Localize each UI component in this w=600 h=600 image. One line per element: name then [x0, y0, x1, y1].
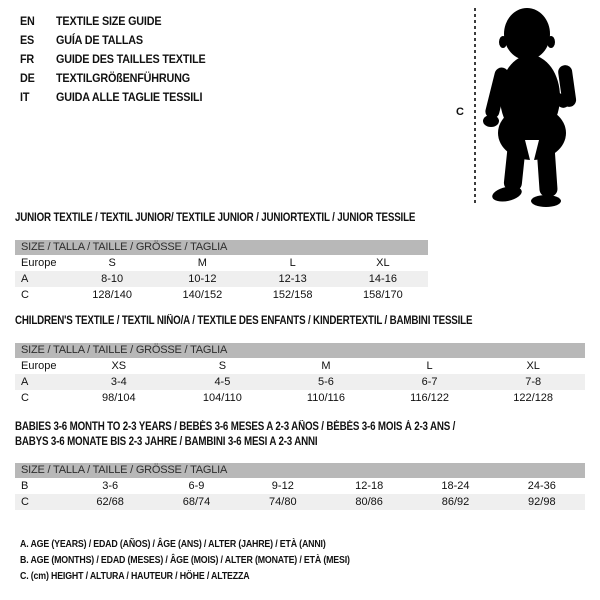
table-cell: 3-4	[110, 376, 127, 388]
row-label: A	[21, 376, 29, 388]
table-cell: 68/74	[182, 496, 211, 508]
language-code: ES	[20, 33, 35, 47]
table-cell: M	[321, 360, 331, 372]
table-cell: M	[197, 257, 207, 269]
table-cell: 158/170	[362, 289, 403, 301]
babies-table-title	[15, 420, 455, 450]
table-cell: 86/92	[441, 496, 470, 508]
table-cell: S	[108, 257, 116, 269]
table-cell: XL	[526, 360, 540, 372]
table-cell: 92/98	[528, 496, 556, 508]
language-code: EN	[20, 14, 35, 28]
babies-title-line2: BABYS 3-6 MONATE BIS 2-3 JAHRE / BAMBINI 3-6 MESI A 2-3 ANNI	[15, 436, 318, 448]
babies-size-table	[15, 463, 585, 510]
table-cell: 14-16	[368, 273, 397, 285]
table-cell: 152/158	[272, 289, 313, 301]
children-size-table	[15, 343, 585, 406]
language-row-en	[20, 12, 206, 31]
language-title: GUIDE DES TAILLES TEXTILE	[56, 52, 206, 66]
table-cell: 8-10	[101, 273, 124, 285]
language-legend	[20, 12, 206, 107]
table-row	[15, 478, 585, 494]
footnote-c: C. (cm) HEIGHT / ALTURA / HAUTEUR / HÖHE / ALTEZZA	[20, 570, 250, 582]
row-label: Europe	[21, 360, 57, 372]
footnote-b: B. AGE (MONTHS) / EDAD (MESES) / ÂGE (MOIS) / ALTER (MONATE) / ETÀ (MESI)	[20, 554, 350, 566]
junior-table-title: JUNIOR TEXTILE / TEXTIL JUNIOR/ TEXTILE JUNIOR / JUNIORTEXTIL / JUNIOR TESSILE	[15, 212, 416, 224]
row-label: B	[21, 480, 29, 492]
table-cell: L	[289, 257, 296, 269]
size-header-bar: SIZE / TALLA / TAILLE / GRÖSSE / TAGLIA	[15, 240, 428, 255]
table-cell: 122/128	[513, 392, 554, 404]
table-cell: 18-24	[441, 480, 470, 492]
table-cell: 62/68	[96, 496, 124, 508]
children-table-title: CHILDREN'S TEXTILE / TEXTIL NIÑO/A / TEXTILE DES ENFANTS / KINDERTEXTIL / BAMBINI TESSILE	[15, 315, 473, 327]
language-row-fr	[20, 50, 206, 69]
language-title: GUÍA DE TALLAS	[56, 33, 143, 47]
height-measure-label: C	[456, 106, 464, 118]
row-label: Europe	[21, 257, 57, 269]
table-row	[15, 390, 585, 406]
row-label: A	[21, 273, 29, 285]
table-cell: 12-13	[278, 273, 307, 285]
language-title: GUIDA ALLE TAGLIE TESSILI	[56, 90, 203, 104]
table-cell: 5-6	[318, 376, 334, 388]
table-cell: XS	[111, 360, 127, 372]
junior-size-table	[15, 240, 428, 303]
language-code: IT	[20, 90, 30, 104]
table-row	[15, 494, 585, 510]
table-cell: 10-12	[188, 273, 217, 285]
language-row-it	[20, 88, 206, 107]
table-cell: 9-12	[271, 480, 294, 492]
table-cell: 12-18	[355, 480, 384, 492]
height-dashed-line	[474, 8, 476, 206]
table-cell: 116/122	[410, 392, 450, 404]
table-cell: 74/80	[269, 496, 297, 508]
row-label: C	[21, 289, 29, 301]
table-row	[15, 287, 428, 303]
language-code: FR	[20, 52, 35, 66]
table-row	[15, 255, 428, 271]
table-cell: 140/152	[182, 289, 223, 301]
table-cell: 110/116	[306, 392, 346, 404]
table-cell: 6-9	[188, 480, 205, 492]
table-cell: 7-8	[525, 376, 542, 388]
table-cell: 24-36	[527, 480, 556, 492]
table-row	[15, 374, 585, 390]
table-cell: 80/86	[355, 496, 383, 508]
table-cell: S	[218, 360, 227, 372]
table-cell: 104/110	[202, 392, 242, 404]
table-row	[15, 271, 428, 287]
table-cell: L	[426, 360, 433, 372]
table-cell: XL	[376, 257, 390, 269]
table-cell: 6-7	[421, 376, 438, 388]
table-cell: 98/104	[101, 392, 136, 404]
language-code: DE	[20, 71, 35, 85]
table-row	[15, 358, 585, 374]
table-cell: 4-5	[214, 376, 231, 388]
language-title: TEXTILGRÖßENFÜHRUNG	[56, 71, 190, 85]
language-row-de	[20, 69, 206, 88]
babies-title-line1: BABIES 3-6 MONTH TO 2-3 YEARS / BEBÉS 3-6 MESES A 2-3 AÑOS / BÉBÉS 3-6 MOIS À 2-3 ANS /	[15, 421, 456, 433]
footnote-a: A. AGE (YEARS) / EDAD (AÑOS) / ÂGE (ANS) / ALTER (JAHRE) / ETÀ (ANNI)	[20, 538, 326, 550]
footnotes	[20, 536, 350, 584]
row-label: C	[21, 392, 29, 404]
table-cell: 3-6	[102, 480, 119, 492]
size-header-bar: SIZE / TALLA / TAILLE / GRÖSSE / TAGLIA	[15, 343, 585, 358]
language-title: TEXTILE SIZE GUIDE	[56, 14, 162, 28]
toddler-silhouette-icon	[482, 5, 592, 207]
language-row-es	[20, 31, 206, 50]
size-header-bar: SIZE / TALLA / TAILLE / GRÖSSE / TAGLIA	[15, 463, 585, 478]
table-cell: 128/140	[92, 289, 132, 301]
row-label: C	[21, 496, 29, 508]
